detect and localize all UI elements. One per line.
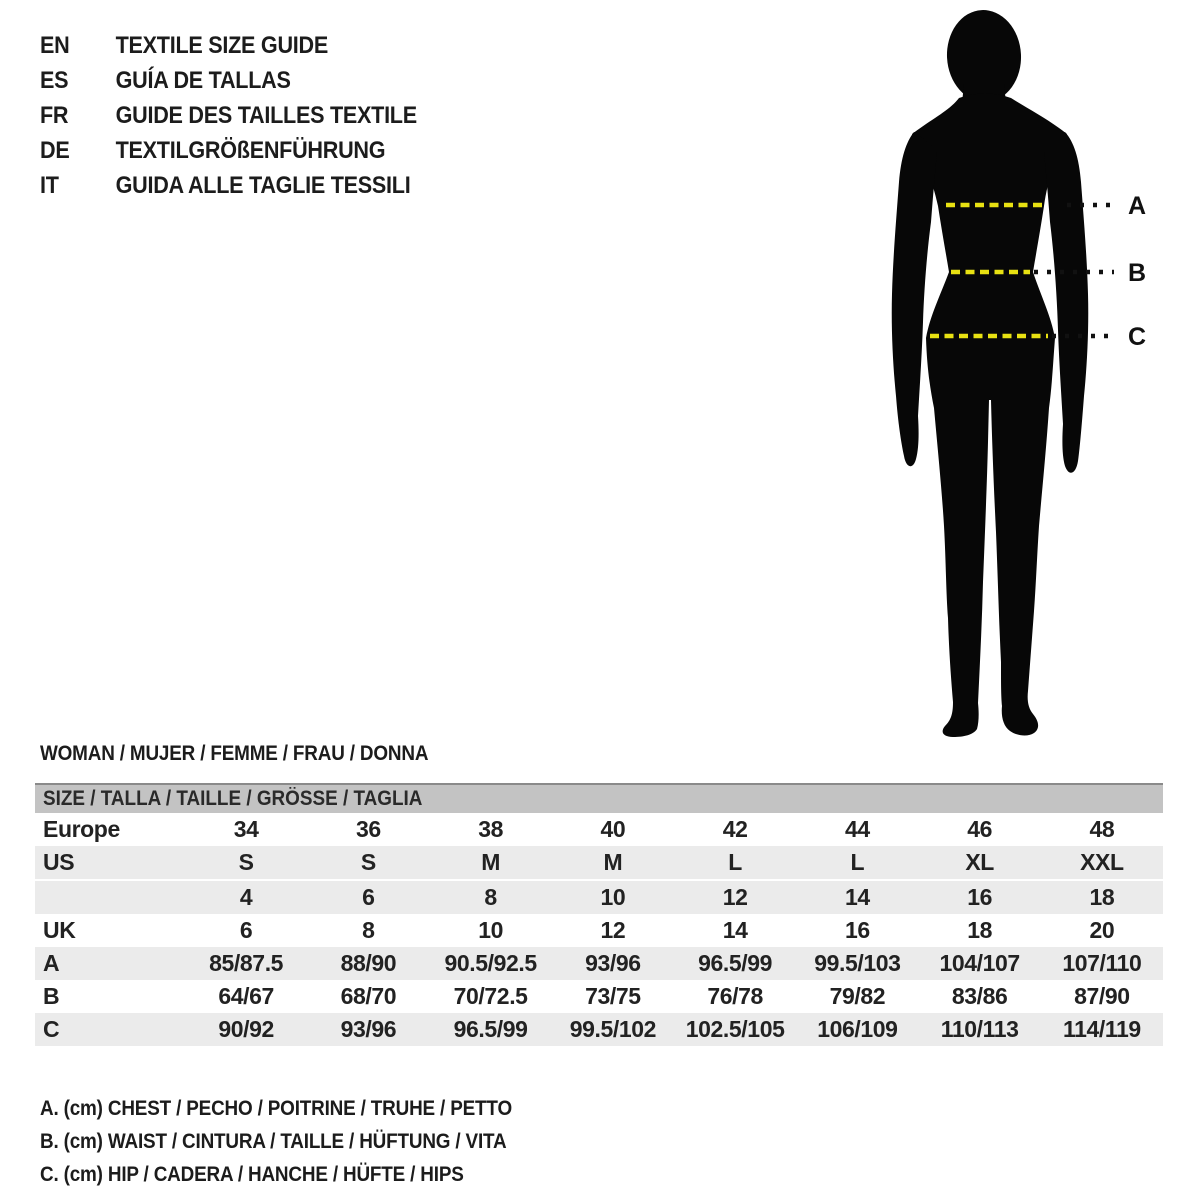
- language-title-block: [40, 28, 417, 203]
- language-label: TEXTILGRÖßENFÜHRUNG: [115, 136, 386, 164]
- size-cell: 44: [844, 816, 870, 842]
- language-row-it: [40, 168, 417, 203]
- row-label-a: A: [35, 947, 185, 980]
- size-cell: 38: [478, 816, 504, 842]
- size-cell: 14: [722, 917, 748, 943]
- table-header-row: [35, 785, 1163, 813]
- size-cell: 8: [362, 917, 375, 943]
- size-cell: 90/92: [185, 1013, 307, 1046]
- size-cell: 106/109: [796, 1013, 918, 1046]
- language-row-es: [40, 63, 417, 98]
- language-label: GUIDE DES TAILLES TEXTILE: [115, 101, 417, 129]
- table-row-chest-a: [35, 947, 1163, 980]
- size-cell: 6: [307, 880, 429, 914]
- table-row-us-letters: [35, 846, 1163, 880]
- size-cell: 99.5/102: [552, 1013, 674, 1046]
- hip-marker-label: C: [1128, 323, 1147, 351]
- size-cell: 85/87.5: [185, 947, 307, 980]
- woman-silhouette-figure: [860, 0, 1200, 745]
- size-cell: 107/110: [1041, 947, 1163, 980]
- measurement-legend: [40, 1092, 512, 1191]
- row-label-europe: Europe: [43, 816, 120, 842]
- row-label-us: US: [35, 846, 185, 880]
- language-row-en: [40, 28, 417, 63]
- row-label-empty: [35, 880, 185, 914]
- language-row-fr: [40, 98, 417, 133]
- size-cell: M: [552, 846, 674, 880]
- chest-marker-label: A: [1128, 192, 1147, 220]
- section-title-woman: WOMAN / MUJER / FEMME / FRAU / DONNA: [40, 742, 429, 765]
- size-cell: 20: [1089, 917, 1115, 943]
- size-cell: 79/82: [829, 983, 886, 1009]
- language-code: IT: [40, 171, 59, 199]
- language-label: GUIDA ALLE TAGLIE TESSILI: [115, 171, 411, 199]
- size-cell: 83/86: [951, 983, 1008, 1009]
- size-cell: 93/96: [307, 1013, 429, 1046]
- size-cell: XL: [919, 846, 1041, 880]
- language-code: DE: [40, 136, 70, 164]
- size-cell: 102.5/105: [674, 1013, 796, 1046]
- size-cell: 42: [722, 816, 748, 842]
- table-row-waist-b: [35, 980, 1163, 1013]
- table-row-us-numbers: [35, 880, 1163, 914]
- size-cell: 10: [478, 917, 504, 943]
- silhouette-right-arm: [1044, 132, 1088, 473]
- size-cell: 10: [552, 880, 674, 914]
- size-cell: 16: [919, 880, 1041, 914]
- table-row-europe: [35, 813, 1163, 846]
- language-label: GUÍA DE TALLAS: [115, 66, 291, 94]
- silhouette-left-arm: [892, 132, 937, 466]
- waist-marker-label: B: [1128, 259, 1147, 287]
- size-cell: 87/90: [1074, 983, 1130, 1009]
- size-cell: 16: [844, 917, 870, 943]
- size-cell: 68/70: [340, 983, 397, 1009]
- size-cell: 6: [239, 917, 253, 943]
- size-cell: 12: [600, 917, 626, 943]
- size-cell: L: [796, 846, 918, 880]
- size-cell: 88/90: [307, 947, 429, 980]
- row-label-uk: UK: [43, 917, 76, 943]
- size-cell: 40: [600, 816, 626, 842]
- size-cell: 73/75: [585, 983, 641, 1009]
- size-cell: 76/78: [707, 983, 763, 1009]
- size-cell: 70/72.5: [453, 983, 528, 1009]
- language-row-de: [40, 133, 417, 168]
- legend-line-hip: C. (cm) HIP / CADERA / HANCHE / HÜFTE / HIPS: [40, 1162, 464, 1186]
- language-code: EN: [40, 31, 70, 59]
- size-cell: 18: [1041, 880, 1163, 914]
- size-cell: S: [307, 846, 429, 880]
- size-cell: 99.5/103: [796, 947, 918, 980]
- row-label-c: C: [35, 1013, 185, 1046]
- size-cell: 90.5/92.5: [430, 947, 552, 980]
- size-cell: 46: [967, 816, 993, 842]
- table-row-uk: [35, 914, 1163, 947]
- size-table: [35, 783, 1163, 1046]
- language-code: FR: [40, 101, 69, 129]
- row-label-b: B: [43, 983, 60, 1009]
- legend-line-chest: A. (cm) CHEST / PECHO / POITRINE / TRUHE / PETTO: [40, 1096, 512, 1120]
- size-cell: L: [674, 846, 796, 880]
- size-cell: 96.5/99: [430, 1013, 552, 1046]
- size-cell: 8: [430, 880, 552, 914]
- size-cell: 114/119: [1041, 1013, 1163, 1046]
- size-cell: XXL: [1041, 846, 1163, 880]
- table-row-hip-c: [35, 1013, 1163, 1046]
- language-code: ES: [40, 66, 69, 94]
- size-cell: 18: [967, 917, 993, 943]
- size-cell: 64/67: [218, 983, 274, 1009]
- size-cell: 104/107: [919, 947, 1041, 980]
- size-cell: 14: [796, 880, 918, 914]
- size-cell: 48: [1089, 816, 1115, 842]
- size-cell: 12: [674, 880, 796, 914]
- size-cell: S: [185, 846, 307, 880]
- size-cell: 110/113: [919, 1013, 1041, 1046]
- table-header-text: SIZE / TALLA / TAILLE / GRÖSSE / TAGLIA: [43, 787, 423, 810]
- size-cell: 93/96: [552, 947, 674, 980]
- table-header-cell: [35, 785, 1163, 813]
- legend-line-waist: B. (cm) WAIST / CINTURA / TAILLE / HÜFTUNG / VITA: [40, 1129, 507, 1153]
- silhouette-torso-legs: [912, 94, 1067, 738]
- size-cell: 36: [355, 816, 381, 842]
- language-label: TEXTILE SIZE GUIDE: [115, 31, 328, 59]
- size-cell: 34: [233, 816, 259, 842]
- size-cell: M: [430, 846, 552, 880]
- size-cell: 4: [185, 880, 307, 914]
- size-cell: 96.5/99: [674, 947, 796, 980]
